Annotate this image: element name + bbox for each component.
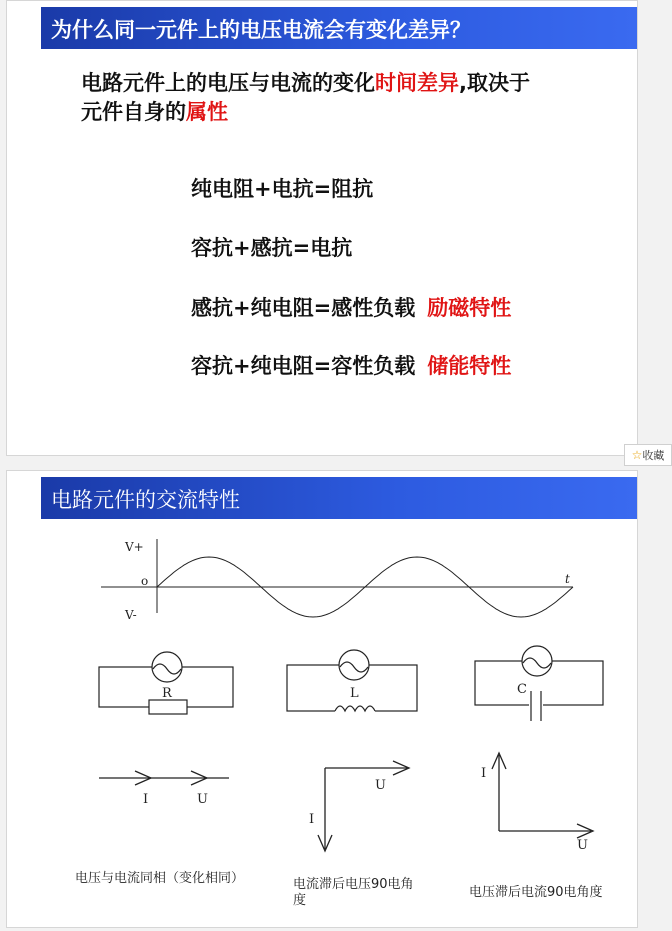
voltage-label: U: [375, 778, 386, 793]
inductor-label: L: [350, 686, 359, 701]
resistor-phasor: [99, 771, 229, 807]
origin-label: o: [141, 574, 149, 588]
favorite-button[interactable]: [624, 444, 672, 466]
formula-tag: 励磁特性: [427, 296, 512, 320]
headline-text: ,取决于: [459, 71, 530, 95]
current-label: I: [481, 766, 487, 781]
capacitor-label: C: [517, 682, 527, 697]
resistor-caption: 电压与电流同相（变化相同）: [75, 871, 245, 886]
current-label: I: [309, 812, 315, 827]
formula-text: 感抗+纯电阻=感性负载: [191, 296, 416, 320]
voltage-label: U: [577, 838, 588, 853]
headline-text: 元件自身的: [81, 100, 186, 124]
formula-4: [191, 350, 511, 380]
v-minus-label: V-: [125, 608, 137, 622]
favorite-label: 收藏: [642, 449, 665, 462]
formula-text: 容抗+纯电阻=容性负载: [191, 354, 416, 378]
current-label: I: [143, 792, 149, 807]
headline-text: 电路元件上的电压与电流的变化: [81, 71, 375, 95]
formula-tag: 储能特性: [427, 354, 512, 378]
inductor-phasor: [309, 761, 409, 851]
ac-source-icon: [152, 652, 182, 682]
voltage-label: U: [197, 792, 208, 807]
resistor-circuit: [99, 652, 233, 714]
ac-characteristics-diagram: [7, 471, 637, 927]
slide-1: [6, 0, 638, 456]
formula-3: [191, 292, 511, 322]
ac-source-icon: [339, 650, 369, 680]
slide-1-title: 为什么同一元件上的电压电流会有变化差异？: [51, 18, 471, 42]
slide-2-title: 电路元件的交流特性: [51, 488, 240, 512]
formula-2: [191, 232, 352, 262]
ac-source-icon: [522, 646, 552, 676]
capacitor-caption: 电压滞后电流90电角度: [469, 885, 603, 900]
t-label: t: [565, 572, 570, 586]
sine-wave-plot: [101, 539, 573, 622]
capacitor-circuit: [475, 646, 603, 721]
resistor-label: R: [162, 686, 172, 701]
headline-line-2: [81, 98, 621, 127]
headline-highlight: 时间差异: [375, 71, 459, 95]
inductor-caption: 电流滞后电压90电角度: [293, 877, 414, 908]
headline-line-1: [81, 69, 621, 98]
v-plus-label: V+: [125, 540, 144, 554]
formula-text: 容抗+感抗=电抗: [191, 236, 353, 260]
star-icon: ☆: [631, 448, 643, 462]
resistor-icon: [149, 700, 187, 714]
capacitor-phasor: [481, 753, 593, 853]
slide-2: [6, 470, 638, 928]
inductor-circuit: [287, 650, 417, 717]
formula-1: [191, 173, 373, 203]
slide-1-title-banner: [41, 7, 637, 49]
headline: [81, 69, 621, 127]
formula-text: 纯电阻+电抗=阻抗: [191, 177, 374, 201]
headline-highlight: 属性: [186, 100, 228, 124]
